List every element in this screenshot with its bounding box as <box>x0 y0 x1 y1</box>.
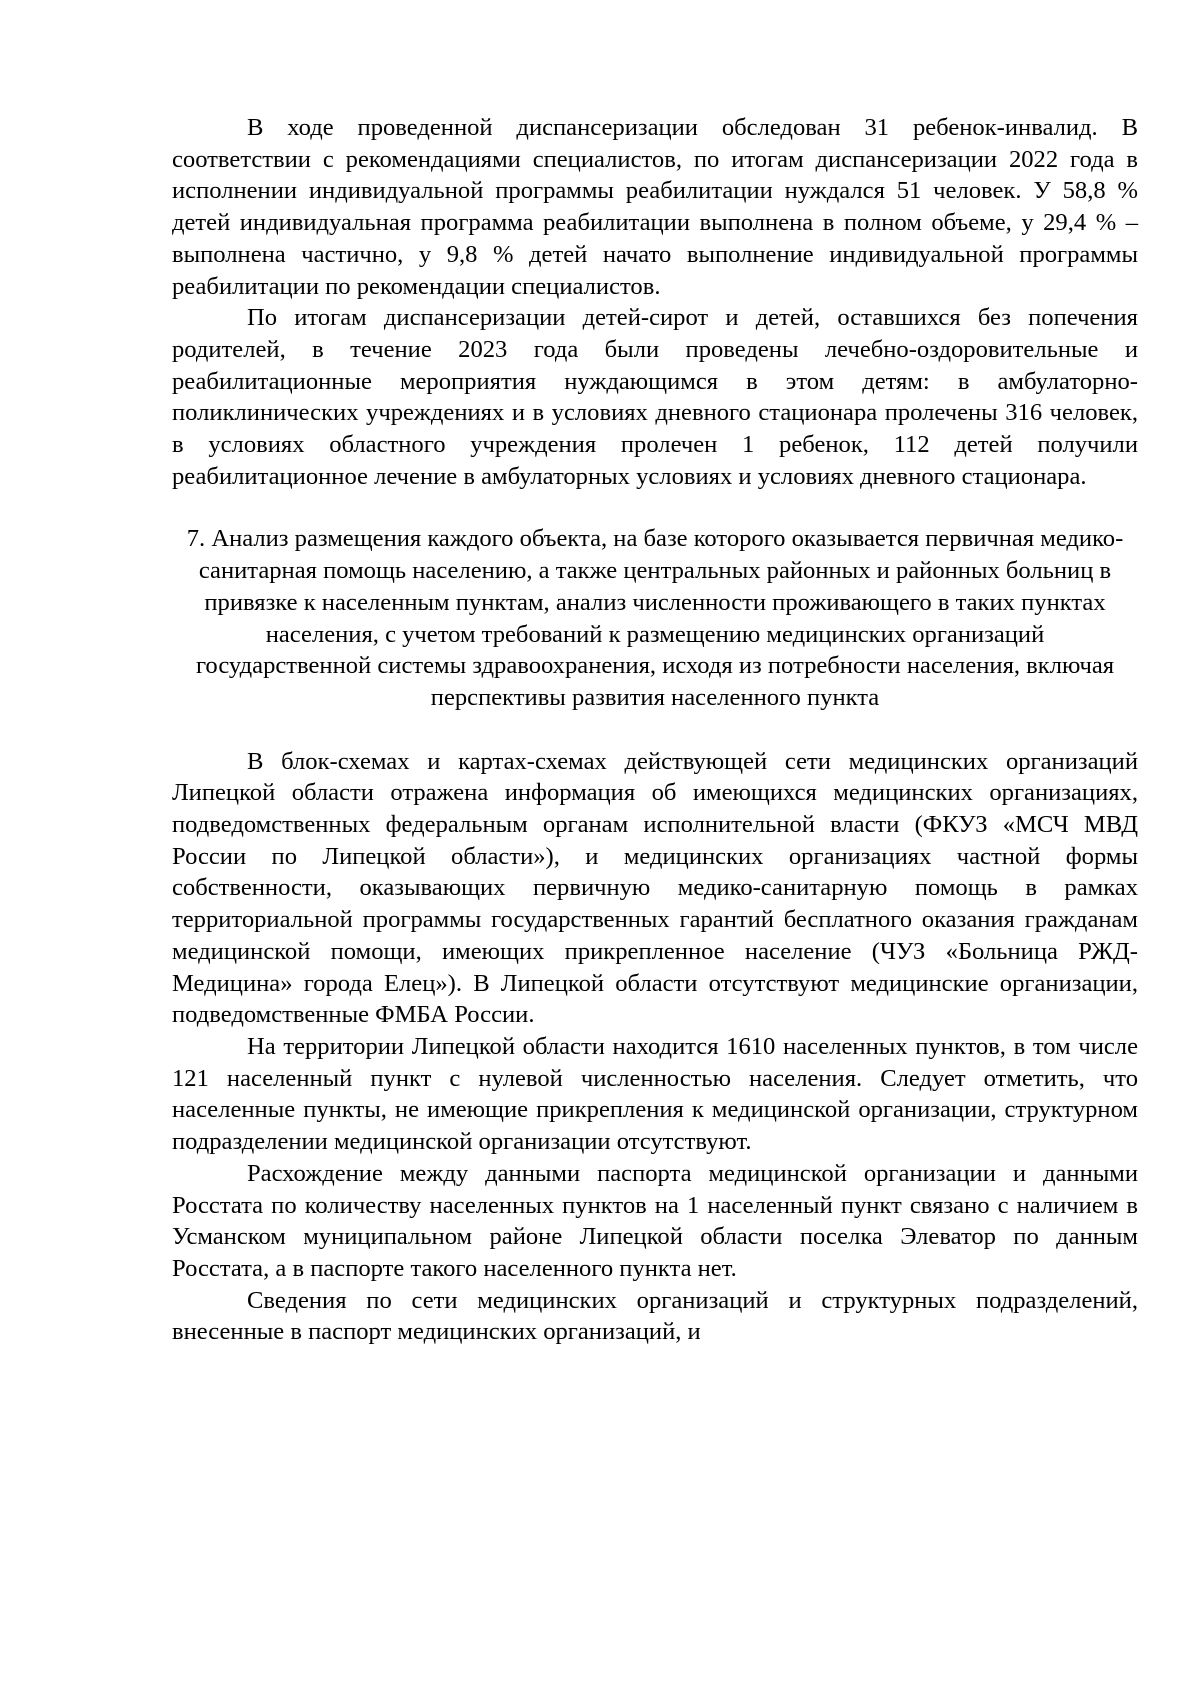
paragraph-network-info: Сведения по сети медицинских организаций и структурных подразделений, внесенные в паспорт медицинских организаций, и <box>172 1286 1138 1346</box>
spacer <box>172 714 1138 746</box>
paragraph-orphans-rehabilitation: По итогам диспансеризации детей-сирот и детей, оставшихся без попечения родителей, в течение 2023 года были проведены лечебно-оздоровительные и реабилитационные мероприятия нуждающимся в этом детям: в амбулаторно-поликлинических учреждениях и в условиях дневного стационара пролечены 316 человек, в условиях областного учреждения пролечен 1 ребенок, 112 детей получили реабилитационное лечение в амбулаторных условиях и условиях дневного стационара. <box>172 304 1138 490</box>
paragraph-rosstat-discrepancy: Расхождение между данными паспорта медицинской организации и данными Росстата по количеству населенных пунктов на 1 населенный пункт связано с наличием в Усманском муниципальном районе Липецкой области поселка Элеватор по данным Росстата, а в паспорте такого населенного пункта нет. <box>172 1159 1138 1282</box>
spacer <box>172 492 1138 523</box>
paragraph-settlements-count: На территории Липецкой области находится 1610 населенных пунктов, в том числе 121 населенный пункт с нулевой численностью населения. Следует отметить, что населенные пункты, не имеющие прикрепления к медицинской организации, структурном подразделении медицинской организации отсутствуют. <box>172 1032 1138 1156</box>
paragraph-block-schemes: В блок-схемах и картах-схемах действующей сети медицинских организаций Липецкой области отражена информация об имеющихся медицинских организациях, подведомственных федеральным органам исполнительной власти (ФКУЗ «МСЧ МВД России по Липецкой области»), и медицинских организациях частной формы собственности, оказывающих первичную медико-санитарную помощь в рамках территориальной программы государственных гарантий бесплатного оказания гражданам медицинской помощи, имеющих прикрепленное население (ЧУЗ «Больница РЖД-Медицина» города Елец»). В Липецкой области отсутствуют медицинские организации, подведомственные ФМБА России. <box>172 747 1138 1029</box>
paragraph-disabled-children-dispensary: В ходе проведенной диспансеризации обследован 31 ребенок-инвалид. В соответствии с рекомендациями специалистов, по итогам диспансеризации 2022 года в исполнении индивидуальной программы реабилитации нуждался 51 человек. У 58,8 % детей индивидуальная программа реабилитации выполнена в полном объеме, у 29,4 % – выполнена частично, у 9,8 % детей начато выполнение индивидуальной программы реабилитации по рекомендации специалистов. <box>172 114 1138 300</box>
section-heading-7: 7. Анализ размещения каждого объекта, на базе которого оказывается первичная медико-санитарная помощь населению, а также центральных районных и районных больниц в привязке к населенным пунктам, анализ численности проживающего в таких пунктах населения, с учетом требований к размещению медицинских организаций государственной системы здравоохранения, исходя из потребности населения, включая перспективы развития населенного пункта <box>186 525 1124 711</box>
document-body <box>172 112 1138 1348</box>
